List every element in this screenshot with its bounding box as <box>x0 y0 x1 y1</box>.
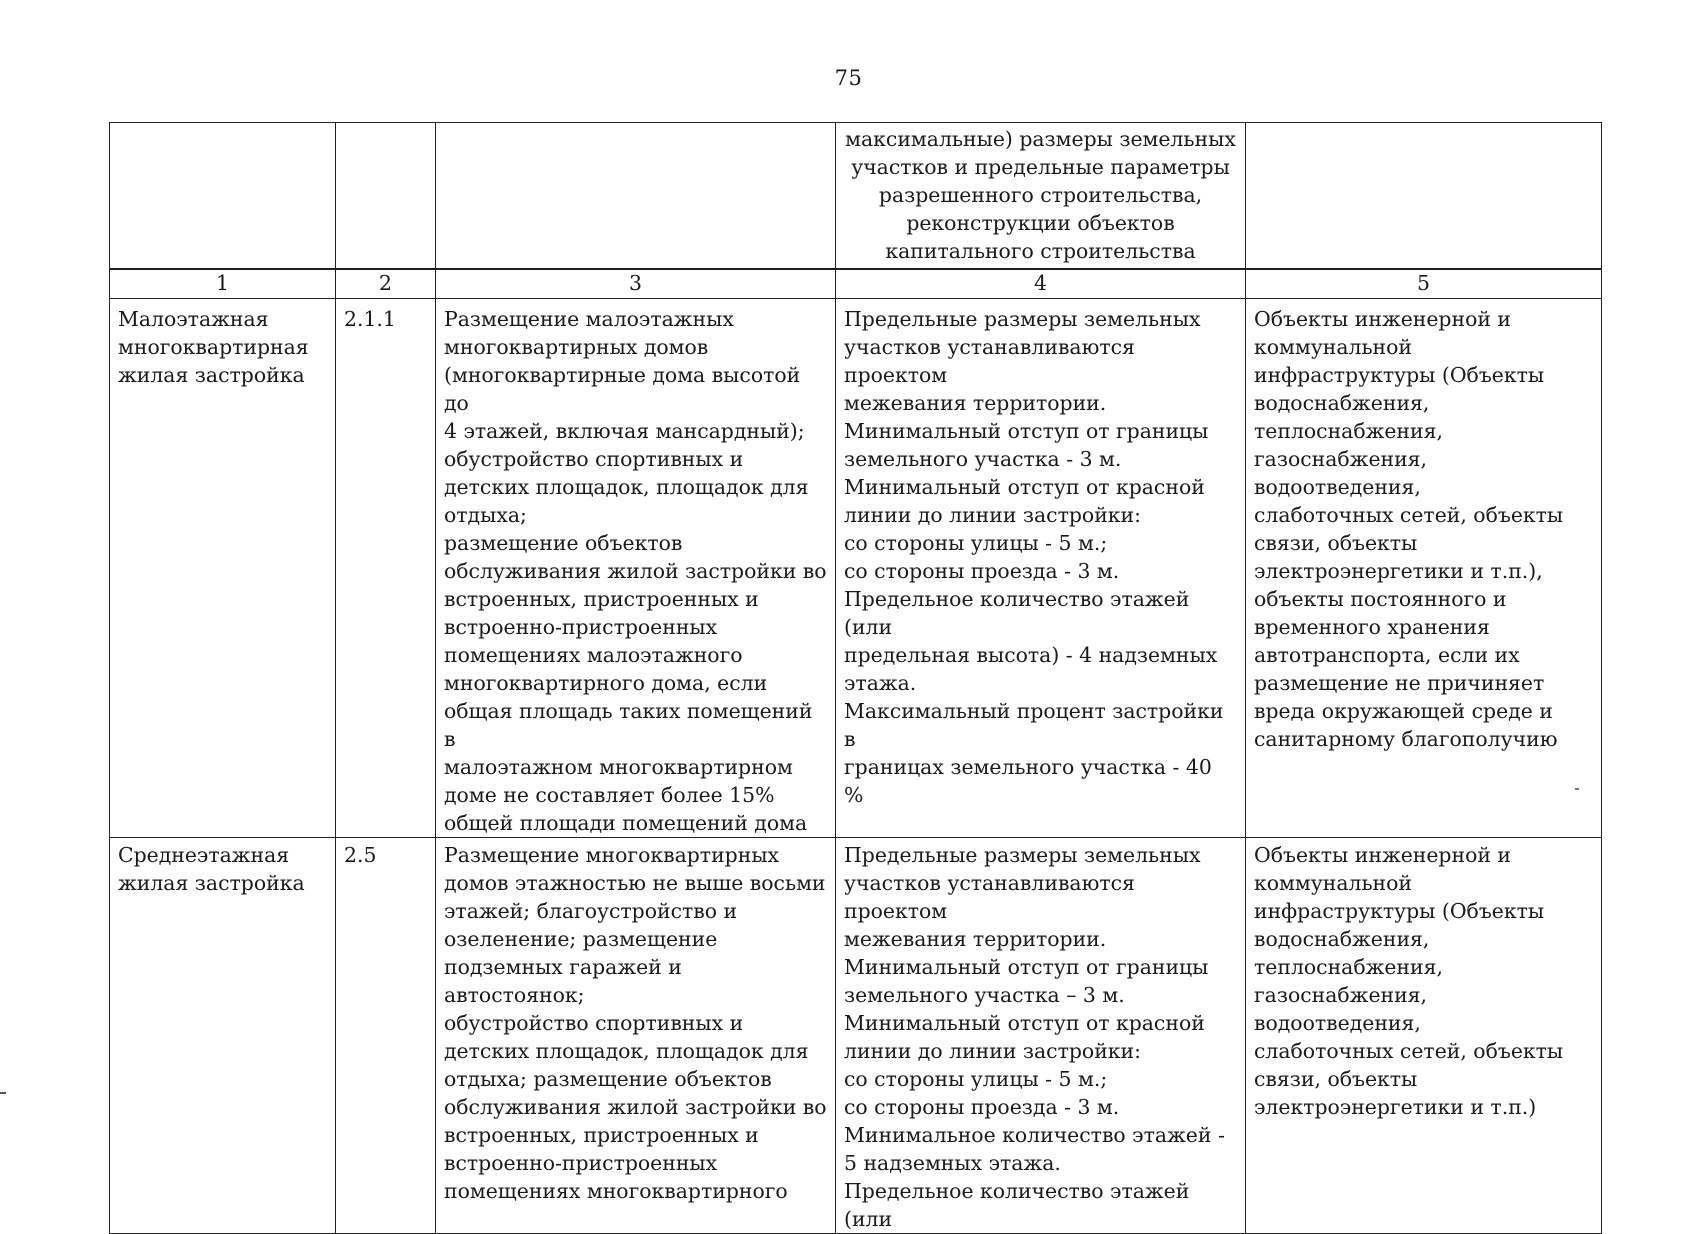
column-number: 1 <box>110 269 336 299</box>
column-number-row <box>110 269 1602 299</box>
land-use-code-cell: 2.5 <box>336 838 436 1234</box>
continuation-cell-3 <box>436 123 836 270</box>
column-number: 4 <box>836 269 1246 299</box>
land-use-name-cell: Среднеэтажная жилая застройка <box>110 838 336 1234</box>
continuation-cell-1 <box>110 123 336 270</box>
table-continuation-row <box>110 123 1602 270</box>
auxiliary-uses-cell: Объекты инженерной и коммунальной инфраструктуры (Объекты водоснабжения, теплоснабжения, газоснабжения, водоотведения, слаботочных сетей, объекты связи, объекты электроэнергетики и т.п.), объекты постоянного и временного хранения автотранспорта, если их размещение не причиняет вреда окружающей среде и санитарному благополучию <box>1246 299 1602 838</box>
table-row <box>110 838 1602 1234</box>
land-use-code-cell: 2.1.1 <box>336 299 436 838</box>
column-number: 2 <box>336 269 436 299</box>
column-number: 5 <box>1246 269 1602 299</box>
column-number: 3 <box>436 269 836 299</box>
continuation-cell-5 <box>1246 123 1602 270</box>
continuation-cell-2 <box>336 123 436 270</box>
scan-speck <box>1575 788 1579 790</box>
scan-margin-mark <box>0 1092 6 1094</box>
land-use-parameters-cell: Предельные размеры земельных участков устанавливаются проектом межевания территории. Минимальный отступ от границы земельного участка – 3 м. Минимальный отступ от красной линии до линии застройки: со стороны улицы - 5 м.; со стороны проезда - 3 м. Минимальное количество этажей - 5 надземных этажа. Предельное количество этажей (или <box>836 838 1246 1234</box>
land-use-description-cell: Размещение малоэтажных многоквартирных домов (многоквартирные дома высотой до 4 этажей, включая мансардный); обустройство спортивных и детских площадок, площадок для отдыха; размещение объектов обслуживания жилой застройки во встроенных, пристроенных и встроенно-пристроенных помещениях малоэтажного многоквартирного дома, если общая площадь таких помещений в малоэтажном многоквартирном доме не составляет более 15% общей площади помещений дома <box>436 299 836 838</box>
zoning-regulations-table <box>109 122 1602 1234</box>
land-use-parameters-cell: Предельные размеры земельных участков устанавливаются проектом межевания территории. Минимальный отступ от границы земельного участка - 3 м. Минимальный отступ от красной линии до линии застройки: со стороны улицы - 5 м.; со стороны проезда - 3 м. Предельное количество этажей (или предельная высота) - 4 надземных этажа. Максимальный процент застройки в границах земельного участка - 40 % <box>836 299 1246 838</box>
land-use-description-cell: Размещение многоквартирных домов этажностью не выше восьми этажей; благоустройство и озеленение; размещение подземных гаражей и автостоянок; обустройство спортивных и детских площадок, площадок для отдыха; размещение объектов обслуживания жилой застройки во встроенных, пристроенных и встроенно-пристроенных помещениях многоквартирного <box>436 838 836 1234</box>
page-number: 75 <box>834 66 863 90</box>
auxiliary-uses-cell: Объекты инженерной и коммунальной инфраструктуры (Объекты водоснабжения, теплоснабжения, газоснабжения, водоотведения, слаботочных сетей, объекты связи, объекты электроэнергетики и т.п.) <box>1246 838 1602 1234</box>
land-use-name-cell: Малоэтажная многоквартирная жилая застройка <box>110 299 336 838</box>
table-row <box>110 299 1602 838</box>
continuation-cell-4: максимальные) размеры земельных участков и предельные параметры разрешенного строительства, реконструкции объектов капитального строительства <box>836 123 1246 270</box>
